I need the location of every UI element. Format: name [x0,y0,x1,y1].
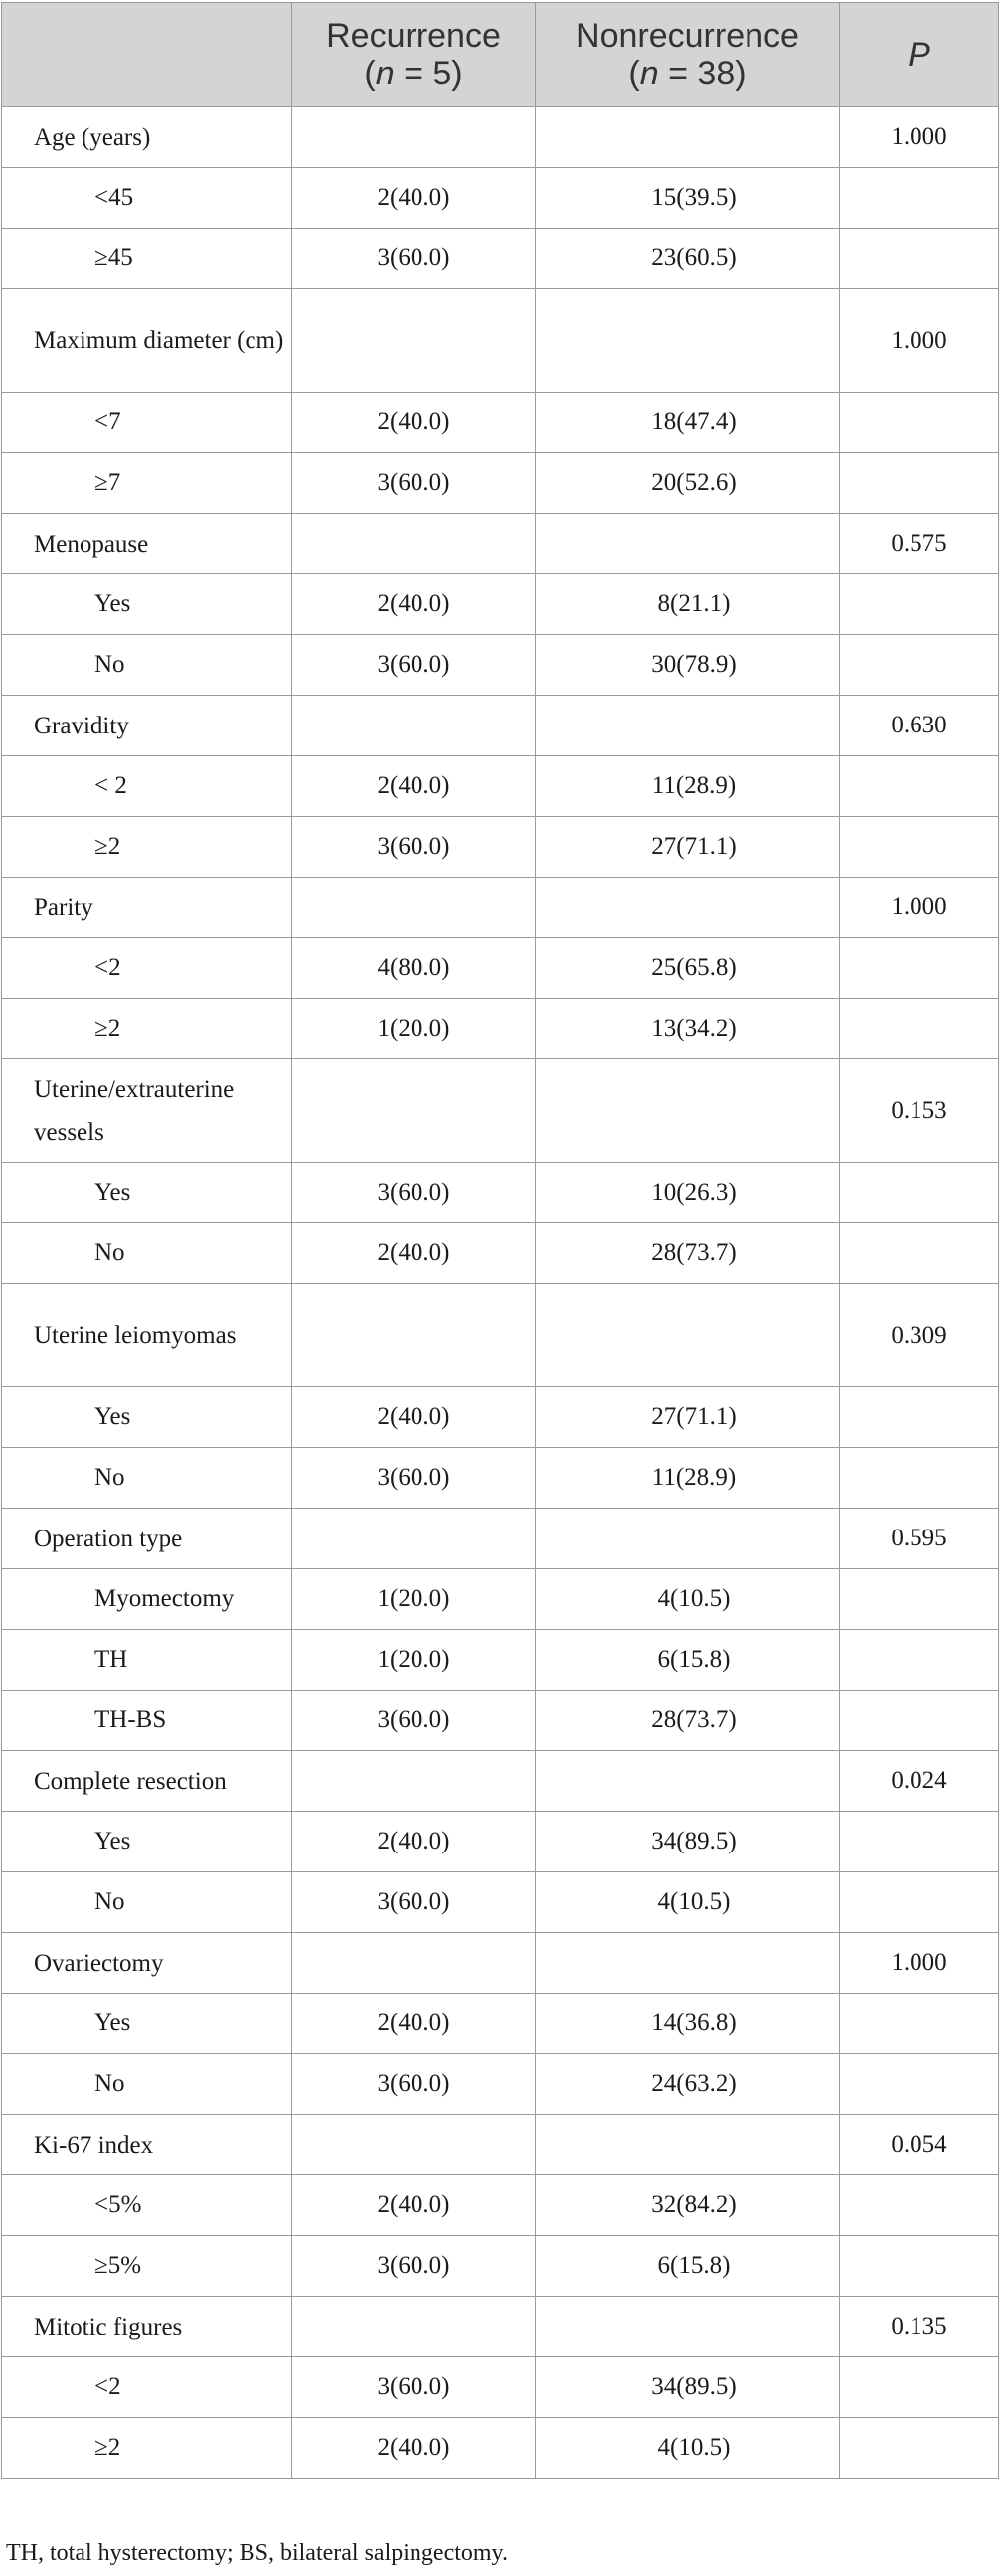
nonrecurrence-value [536,696,840,756]
p-value [840,635,999,696]
nonrecurrence-value: 20(52.6) [536,453,840,514]
p-value: 1.000 [840,1933,999,1994]
table-variable-row [2,289,999,393]
recurrence-value [292,1284,536,1387]
table-variable-row [2,1509,999,1569]
table-subrow [2,168,999,229]
recurrence-value: 3(60.0) [292,1872,536,1933]
p-value [840,938,999,999]
table-subrow [2,2054,999,2115]
header-nonrecurrence: Nonrecurrence (n = 38) [536,3,840,107]
p-value: 0.135 [840,2297,999,2357]
nonrecurrence-value: 10(26.3) [536,1163,840,1223]
table-variable-row [2,878,999,938]
header-blank [2,3,292,107]
category-label: ≥2 [2,817,292,878]
category-label: Myomectomy [2,1569,292,1630]
p-value [840,2236,999,2297]
nonrecurrence-value: 34(89.5) [536,2357,840,2418]
table-subrow [2,453,999,514]
category-label: ≥2 [2,999,292,1059]
variable-label: Uterine leiomyomas [2,1284,292,1387]
nonrecurrence-value: 27(71.1) [536,817,840,878]
table-variable-row [2,2297,999,2357]
recurrence-value [292,107,536,168]
nonrecurrence-value [536,289,840,393]
p-value [840,1872,999,1933]
recurrence-value [292,514,536,574]
recurrence-value: 1(20.0) [292,1630,536,1690]
category-label: Yes [2,1812,292,1872]
nonrecurrence-value [536,1059,840,1163]
category-label: TH [2,1630,292,1690]
header-recurrence-label: Recurrence [326,17,501,55]
category-label: Yes [2,1163,292,1223]
nonrecurrence-value: 15(39.5) [536,168,840,229]
category-label: TH-BS [2,1690,292,1751]
comparison-table [1,2,999,2479]
nonrecurrence-value: 4(10.5) [536,1569,840,1630]
nonrecurrence-value [536,2115,840,2175]
recurrence-value [292,2297,536,2357]
header-recurrence: Recurrence (n = 5) [292,3,536,107]
p-value [840,1690,999,1751]
table-subrow [2,229,999,289]
p-value: 0.024 [840,1751,999,1812]
category-label: <2 [2,938,292,999]
header-row [2,3,999,107]
recurrence-value [292,1509,536,1569]
recurrence-value: 3(60.0) [292,1690,536,1751]
variable-label: Ovariectomy [2,1933,292,1994]
recurrence-value: 2(40.0) [292,756,536,817]
category-label: ≥7 [2,453,292,514]
variable-label: Ki-67 index [2,2115,292,2175]
category-label: No [2,1223,292,1284]
nonrecurrence-value: 34(89.5) [536,1812,840,1872]
p-value [840,1994,999,2054]
category-label: Yes [2,1994,292,2054]
recurrence-value: 4(80.0) [292,938,536,999]
p-value [840,2175,999,2236]
table-subrow [2,635,999,696]
nonrecurrence-value [536,2297,840,2357]
recurrence-value: 2(40.0) [292,393,536,453]
recurrence-value: 1(20.0) [292,999,536,1059]
category-label: No [2,1448,292,1509]
p-value [840,2054,999,2115]
table-subrow [2,2357,999,2418]
category-label: Yes [2,574,292,635]
p-value [840,574,999,635]
p-value [840,817,999,878]
category-label: ≥45 [2,229,292,289]
p-value: 0.054 [840,2115,999,2175]
variable-label: Maximum diameter (cm) [2,289,292,393]
nonrecurrence-value: 13(34.2) [536,999,840,1059]
nonrecurrence-value: 8(21.1) [536,574,840,635]
recurrence-value: 3(60.0) [292,229,536,289]
recurrence-value [292,2115,536,2175]
table-subrow [2,1387,999,1448]
recurrence-value: 3(60.0) [292,2236,536,2297]
table-subrow [2,1630,999,1690]
nonrecurrence-value: 23(60.5) [536,229,840,289]
p-value [840,999,999,1059]
recurrence-value: 3(60.0) [292,2357,536,2418]
nonrecurrence-value: 28(73.7) [536,1223,840,1284]
recurrence-value: 2(40.0) [292,1994,536,2054]
p-value [840,756,999,817]
nonrecurrence-value: 11(28.9) [536,1448,840,1509]
recurrence-value [292,878,536,938]
nonrecurrence-value: 4(10.5) [536,2418,840,2479]
table-subrow [2,817,999,878]
recurrence-value [292,696,536,756]
recurrence-value [292,289,536,393]
variable-label: Parity [2,878,292,938]
table-subrow [2,999,999,1059]
header-nonrecurrence-label: Nonrecurrence [576,17,799,55]
table-variable-row [2,1284,999,1387]
p-value [840,2418,999,2479]
p-value [840,229,999,289]
table-subrow [2,1872,999,1933]
table-variable-row [2,1751,999,1812]
recurrence-value: 2(40.0) [292,1387,536,1448]
nonrecurrence-value: 6(15.8) [536,1630,840,1690]
category-label: <5% [2,2175,292,2236]
table-subrow [2,1812,999,1872]
table-subrow [2,1690,999,1751]
nonrecurrence-value: 14(36.8) [536,1994,840,2054]
nonrecurrence-value [536,107,840,168]
category-label: No [2,1872,292,1933]
nonrecurrence-value [536,1751,840,1812]
nonrecurrence-value: 18(47.4) [536,393,840,453]
table-variable-row [2,696,999,756]
table-subrow [2,2175,999,2236]
table-variable-row [2,107,999,168]
nonrecurrence-value [536,514,840,574]
p-value [840,1569,999,1630]
recurrence-value: 3(60.0) [292,1163,536,1223]
category-label: No [2,2054,292,2115]
table-subrow [2,1569,999,1630]
nonrecurrence-value: 25(65.8) [536,938,840,999]
nonrecurrence-value: 27(71.1) [536,1387,840,1448]
p-value: 1.000 [840,107,999,168]
p-value [840,1223,999,1284]
p-value: 0.575 [840,514,999,574]
recurrence-value: 2(40.0) [292,574,536,635]
p-value [840,1448,999,1509]
p-value: 1.000 [840,289,999,393]
p-value [840,2357,999,2418]
nonrecurrence-value: 11(28.9) [536,756,840,817]
p-value [840,1387,999,1448]
table-subrow [2,1994,999,2054]
recurrence-value: 2(40.0) [292,2175,536,2236]
p-value: 0.630 [840,696,999,756]
p-value [840,1630,999,1690]
p-value [840,1163,999,1223]
category-label: Yes [2,1387,292,1448]
p-value [840,393,999,453]
table-subrow [2,2418,999,2479]
recurrence-value [292,1751,536,1812]
category-label: ≥5% [2,2236,292,2297]
recurrence-value [292,1059,536,1163]
nonrecurrence-value [536,1933,840,1994]
category-label: No [2,635,292,696]
table-subrow [2,393,999,453]
recurrence-value: 2(40.0) [292,1223,536,1284]
nonrecurrence-value: 28(73.7) [536,1690,840,1751]
nonrecurrence-value: 4(10.5) [536,1872,840,1933]
nonrecurrence-value [536,878,840,938]
table-variable-row [2,1933,999,1994]
table-subrow [2,1163,999,1223]
recurrence-value: 3(60.0) [292,1448,536,1509]
nonrecurrence-value: 6(15.8) [536,2236,840,2297]
table-footnote: TH, total hysterectomy; BS, bilateral salpingectomy. [6,2540,508,2566]
table-container [1,2,998,2479]
header-p-value: P [840,3,999,107]
category-label: ≥2 [2,2418,292,2479]
nonrecurrence-value: 32(84.2) [536,2175,840,2236]
nonrecurrence-value: 30(78.9) [536,635,840,696]
table-subrow [2,574,999,635]
category-label: < 2 [2,756,292,817]
recurrence-value: 2(40.0) [292,1812,536,1872]
table-subrow [2,1223,999,1284]
p-value: 0.153 [840,1059,999,1163]
p-value [840,1812,999,1872]
recurrence-value: 2(40.0) [292,168,536,229]
variable-label: Operation type [2,1509,292,1569]
category-label: <45 [2,168,292,229]
p-value: 1.000 [840,878,999,938]
table-subrow [2,1448,999,1509]
recurrence-value: 3(60.0) [292,817,536,878]
p-value [840,168,999,229]
table-subrow [2,938,999,999]
p-value [840,453,999,514]
recurrence-value: 3(60.0) [292,2054,536,2115]
table-variable-row [2,514,999,574]
recurrence-value [292,1933,536,1994]
category-label: <2 [2,2357,292,2418]
recurrence-value: 3(60.0) [292,635,536,696]
nonrecurrence-value [536,1284,840,1387]
variable-label: Uterine/extrauterine vessels [2,1059,292,1163]
table-subrow [2,756,999,817]
variable-label: Complete resection [2,1751,292,1812]
variable-label: Gravidity [2,696,292,756]
recurrence-value: 2(40.0) [292,2418,536,2479]
table-variable-row [2,1059,999,1163]
p-value: 0.595 [840,1509,999,1569]
recurrence-value: 1(20.0) [292,1569,536,1630]
recurrence-value: 3(60.0) [292,453,536,514]
nonrecurrence-value: 24(63.2) [536,2054,840,2115]
table-variable-row [2,2115,999,2175]
variable-label: Age (years) [2,107,292,168]
p-value: 0.309 [840,1284,999,1387]
variable-label: Menopause [2,514,292,574]
table-subrow [2,2236,999,2297]
category-label: <7 [2,393,292,453]
nonrecurrence-value [536,1509,840,1569]
variable-label: Mitotic figures [2,2297,292,2357]
